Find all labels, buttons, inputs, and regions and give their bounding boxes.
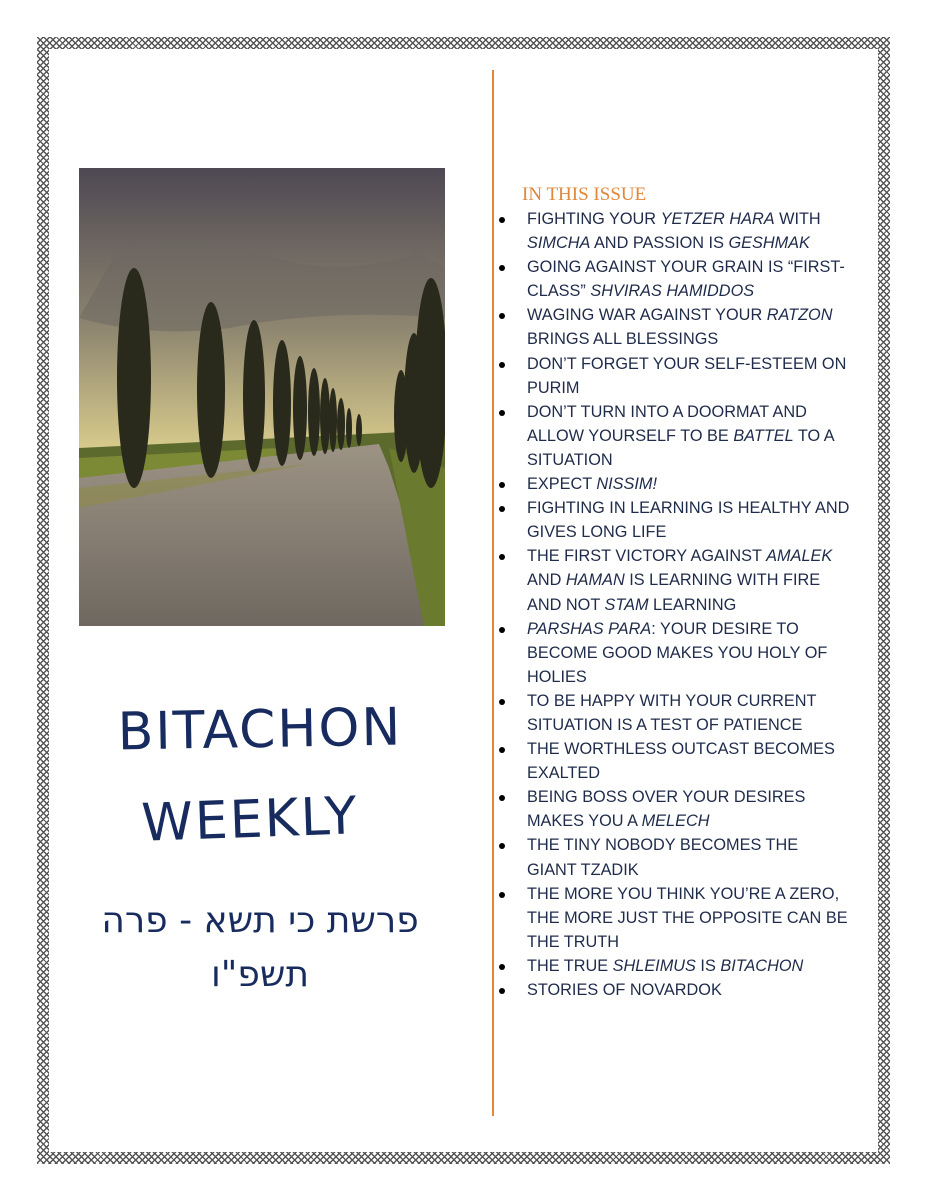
contents-item: THE TRUE SHLEIMUS IS BITACHON [499, 954, 851, 978]
bullet-icon [499, 795, 505, 801]
bullet-icon [499, 554, 505, 560]
title-bitachon: BITACHON [117, 697, 403, 763]
year-title: תשפ"ו [210, 954, 309, 995]
contents-item: THE FIRST VICTORY AGAINST AMALEK AND HAMAN IS LEARNING WITH FIRE AND NOT STAM LEARNING [499, 544, 851, 616]
contents-item: PARSHAS PARA: YOUR DESIRE TO BECOME GOOD MAKES YOU HOLY OF HOLIES [499, 617, 851, 689]
bullet-icon [499, 506, 505, 512]
contents-item: DON’T TURN INTO A DOORMAT AND ALLOW YOURSELF TO BE BATTEL TO A SITUATION [499, 400, 851, 472]
bullet-icon [499, 843, 505, 849]
contents-item: THE TINY NOBODY BECOMES THE GIANT TZADIK [499, 833, 851, 881]
title-weekly: WEEKLY [140, 786, 360, 854]
bullet-icon [499, 482, 505, 488]
contents-item: EXPECT NISSIM! [499, 472, 851, 496]
cypress-road-photo-icon [79, 168, 445, 626]
bullet-icon [499, 964, 505, 970]
in-this-issue-heading: IN THIS ISSUE [522, 184, 647, 205]
contents-item: GOING AGAINST YOUR GRAIN IS “FIRST-CLASS” SHVIRAS HAMIDDOS [499, 255, 851, 303]
cover-photo [79, 168, 445, 626]
contents-item: FIGHTING IN LEARNING IS HEALTHY AND GIVES LONG LIFE [499, 496, 851, 544]
contents-item: WAGING WAR AGAINST YOUR RATZON BRINGS ALL BLESSINGS [499, 303, 851, 351]
bullet-icon [499, 627, 505, 633]
contents-item: STORIES OF NOVARDOK [499, 978, 851, 1002]
column-divider [492, 70, 494, 1116]
contents-item: THE WORTHLESS OUTCAST BECOMES EXALTED [499, 737, 851, 785]
contents-item: BEING BOSS OVER YOUR DESIRES MAKES YOU A MELECH [499, 785, 851, 833]
bullet-icon [499, 410, 505, 416]
bullet-icon [499, 362, 505, 368]
bullet-icon [499, 892, 505, 898]
bullet-icon [499, 313, 505, 319]
contents-item: TO BE HAPPY WITH YOUR CURRENT SITUATION IS A TEST OF PATIENCE [499, 689, 851, 737]
bullet-icon [499, 747, 505, 753]
contents-item: THE MORE YOU THINK YOU’RE A ZERO, THE MORE JUST THE OPPOSITE CAN BE THE TRUTH [499, 882, 851, 954]
bullet-icon [499, 265, 505, 271]
bullet-icon [499, 217, 505, 223]
contents-item: FIGHTING YOUR YETZER HARA WITH SIMCHA AND PASSION IS GESHMAK [499, 207, 851, 255]
bullet-icon [499, 699, 505, 705]
contents-item: DON’T FORGET YOUR SELF-ESTEEM ON PURIM [499, 352, 851, 400]
contents-list [499, 207, 851, 1002]
parsha-title: פרשת כי תשא - פרה [101, 900, 419, 941]
bullet-icon [499, 988, 505, 994]
